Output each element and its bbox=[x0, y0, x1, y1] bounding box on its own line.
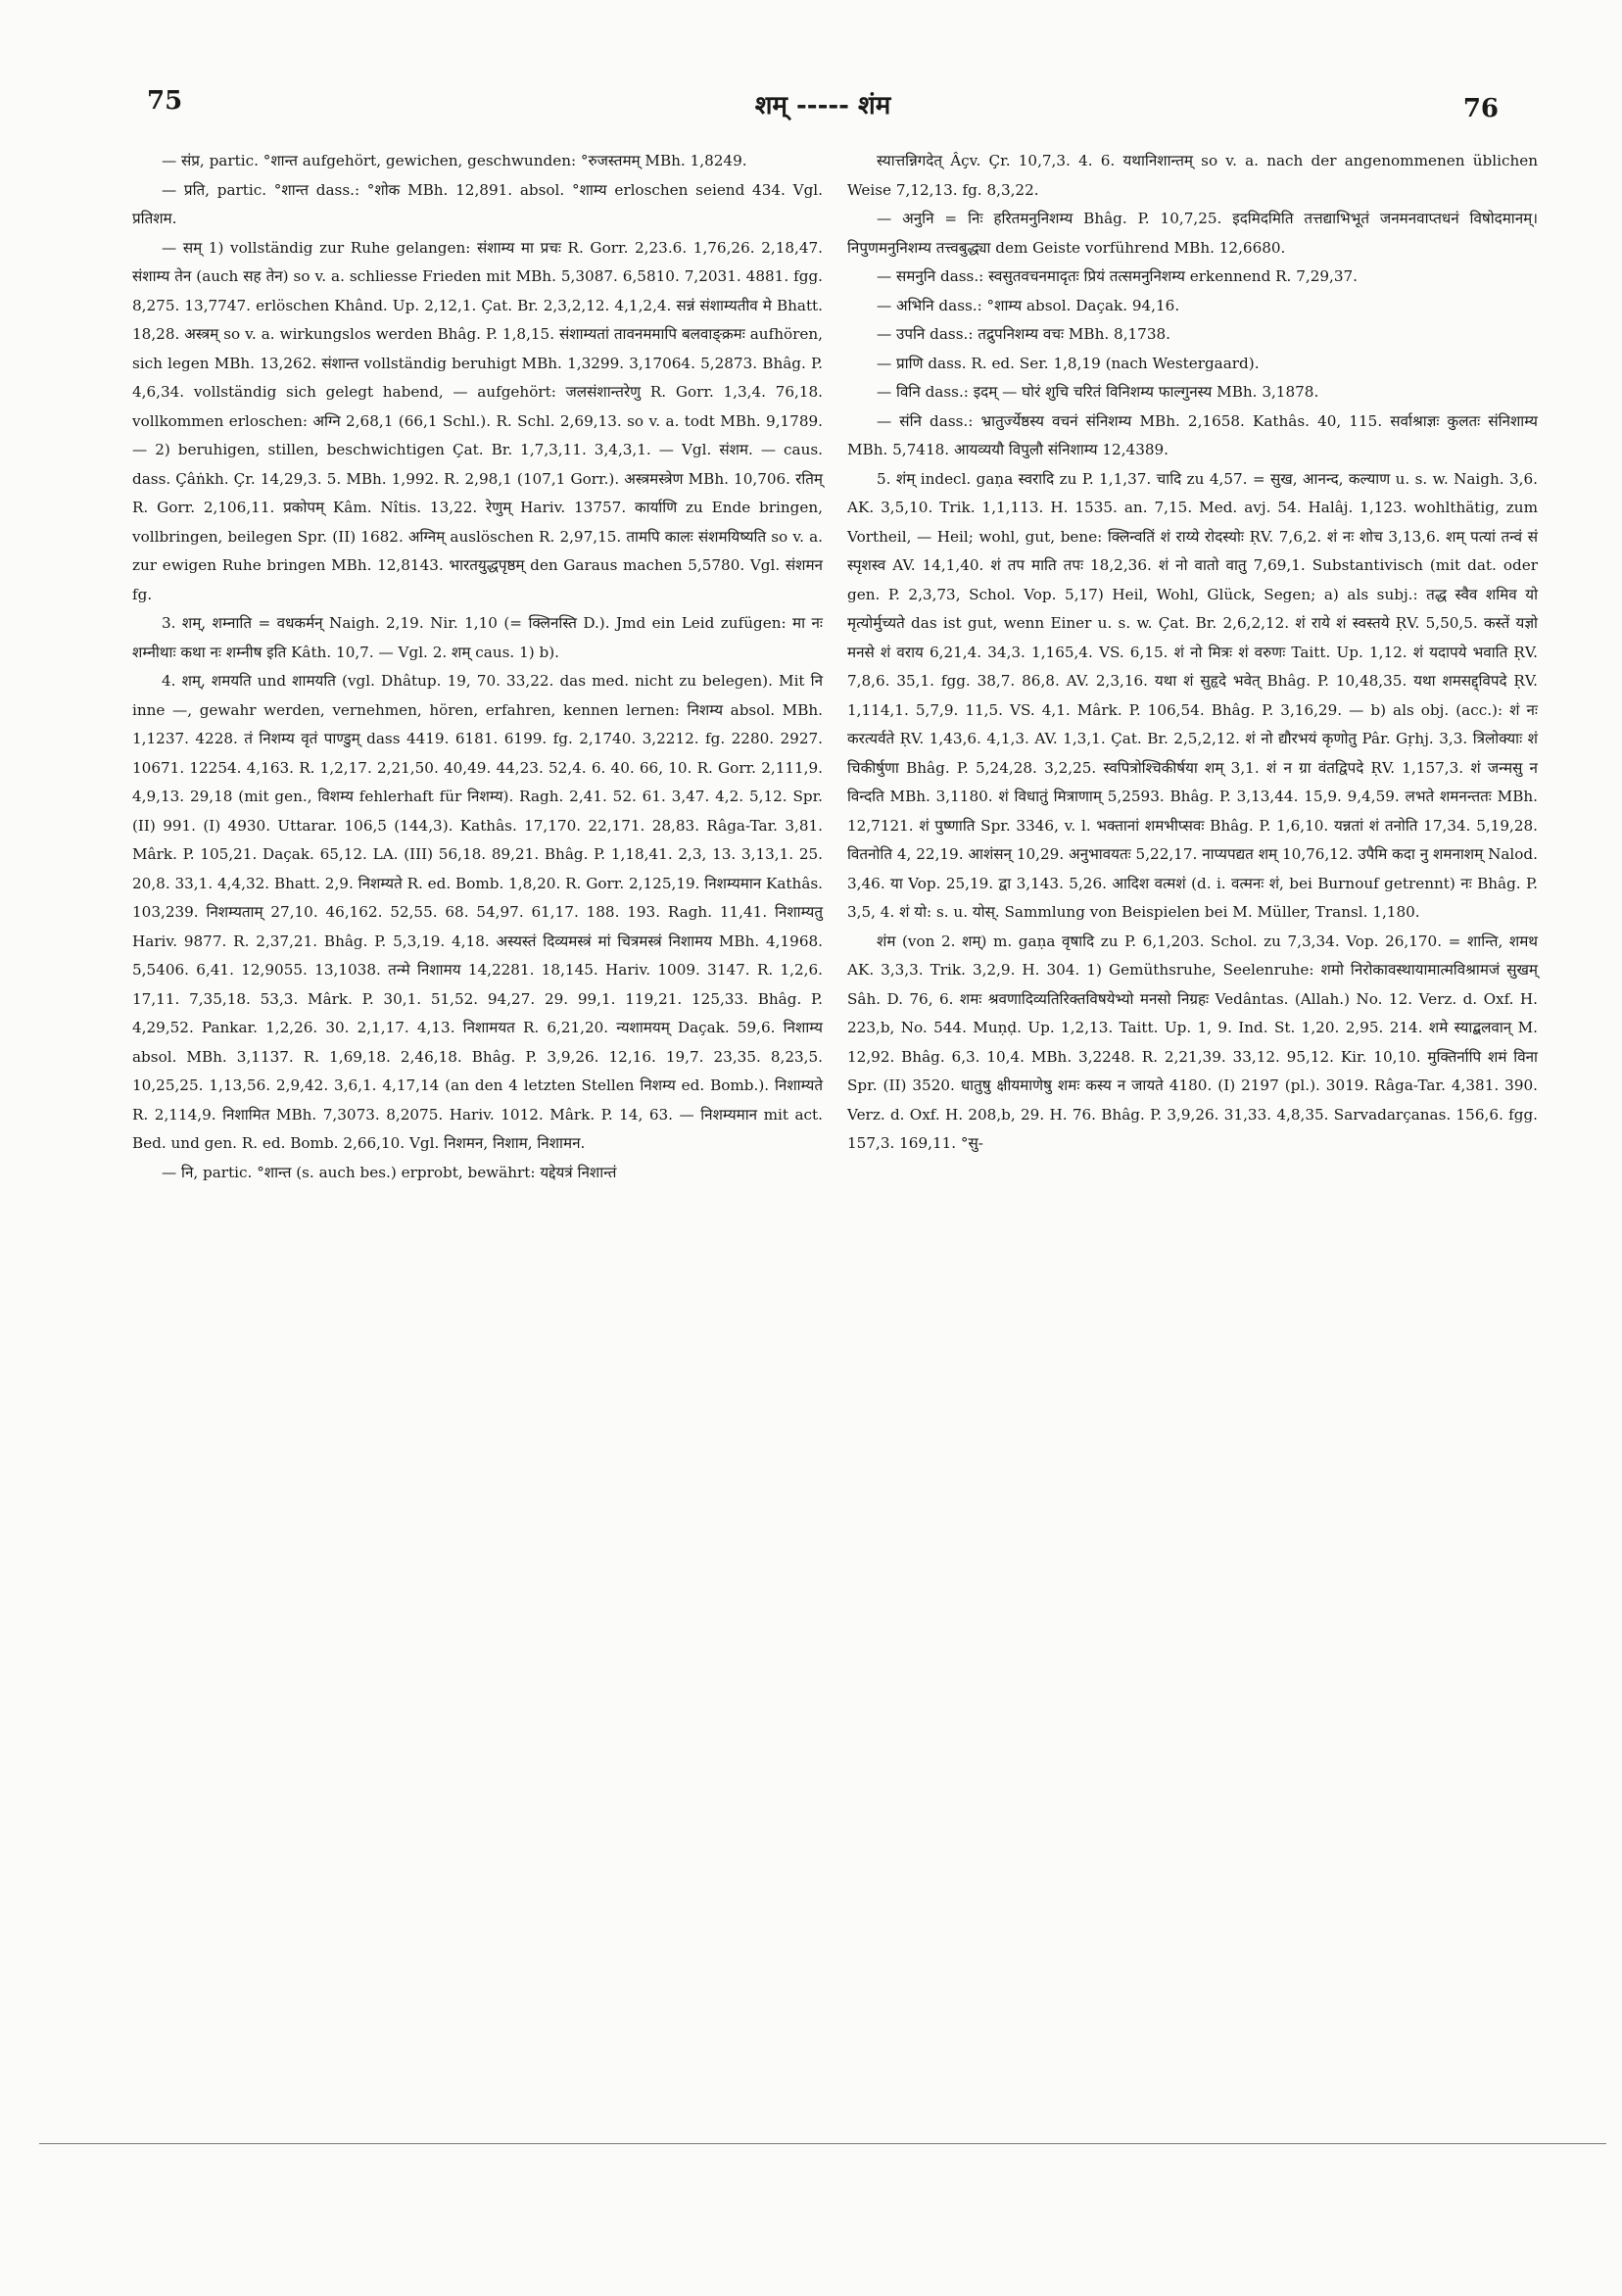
page-number-left: 75 bbox=[147, 86, 183, 116]
left-column bbox=[132, 147, 823, 1187]
entry-paragraph: शंम (von 2. शम्) m. gaṇa वृषादि zu P. 6,1,203. Schol. zu 7,3,34. Vop. 26,170. = शान्ति, शमथ AK. 3,3,3. Trik. 3,2,9. H. 304. 1) Gemüthsruhe, Seelenruhe: शमो निरोकावस्थायामात्मविश्रामजं सुखम् Sâh. D. 76, 6. शमः श्रवणादिव्यतिरिक्तविषयेभ्यो मनसो निग्रहः Vedântas. (Allah.) No. 12. Verz. d. Oxf. H. 223,b, No. 544. Muṇḍ. Up. 1,2,13. Taitt. Up. 1, 9. Ind. St. 1,20. 2,95. 214. शमे स्याद्बलवान् M. 12,92. Bhâg. 6,3. 10,4. MBh. 3,2248. R. 2,21,39. 33,12. 95,12. Kir. 10,10. मुक्तिर्नापि शमं विना Spr. (II) 3520. धातुषु क्षीयमाणेषु शमः कस्य न जायते 4180. (I) 2197 (pl.). 3019. Râga-Tar. 4,381. 390. Verz. d. Oxf. H. 208,b, 29. H. 76. Bhâg. P. 3,9,26. 31,33. 4,8,35. Sarvadarçanas. 156,6. fgg. 157,3. 169,11. °सु- bbox=[847, 932, 1538, 1152]
entry-paragraph: — नि, partic. °शान्त (s. auch bes.) erprobt, bewährt: यद्देयत्रं निशान्तं bbox=[162, 1163, 617, 1181]
right-column bbox=[847, 147, 1538, 1159]
entry-paragraph: 4. शम्, शमयति und शामयति (vgl. Dhâtup. 19, 70. 33,22. das med. nicht zu belegen). Mit नि inne —, gewahr werden, vernehmen, hören, erfahren, kennen lernen: निशम्य absol. MBh. 1,1237. 4228. तं निशम्य वृतं पाण्डुम् dass 4419. 6181. 6199. fg. 2,1740. 3,2212. fg. 2280. 2927. 10671. 12254. 4,163. R. 1,2,17. 2,21,50. 40,49. 44,23. 52,4. 6. 40. 66, 10. R. Gorr. 2,111,9. 4,9,13. 29,18 (mit gen., विशम्य fehlerhaft für निशम्य). Ragh. 2,41. 52. 61. 3,47. 4,2. 5,12. Spr. (II) 991. (I) 4930. Uttarar. 106,5 (144,3). Kathâs. 17,170. 22,171. 28,83. Râga-Tar. 3,81. Mârk. P. 105,21. Daçak. 65,12. LA. (III) 56,18. 89,21. Bhâg. P. 1,18,41. 2,3, 13. 3,13,1. 25. 20,8. 33,1. 4,4,32. Bhatt. 2,9. निशम्यते R. ed. Bomb. 1,8,20. R. Gorr. 2,125,19. निशम्यमान Kathâs. 103,239. निशम्यताम् 27,10. 46,162. 52,55. 68. 54,97. 61,17. 188. 193. Ragh. 11,41. निशाम्यतु Hariv. 9877. R. 2,37,21. Bhâg. P. 5,3,19. 4,18. अस्यस्तं दिव्यमस्त्रं मां चित्रमस्त्रं निशामय MBh. 4,1968. 5,5406. 6,41. 12,9055. 13,1038. तन्मे निशामय 14,2281. 18,145. Hariv. 1009. 3147. R. 1,2,6. 17,11. 7,35,18. 53,3. Mârk. P. 30,1. 51,52. 94,27. 29. 99,1. 119,21. 125,33. Bhâg. P. 4,29,52. Pankar. 1,2,26. 30. 2,1,17. 4,13. निशामयत R. 6,21,20. न्यशामयम् Daçak. 59,6. निशाम्य absol. MBh. 3,1137. R. 1,69,18. 2,46,18. Bhâg. P. 3,9,26. 12,16. 19,7. 23,35. 8,23,5. 10,25,25. 1,13,56. 2,9,42. 3,6,1. 4,17,14 (an den 4 letzten Stellen निशम्य ed. Bomb.). निशाम्यते R. 2,114,9. निशामित MBh. 7,3073. 8,2075. Hariv. 1012. Mârk. P. 14, 63. — निशम्यमान mit act. Bed. und gen. R. ed. Bomb. 2,66,10. Vgl. निशमन, निशाम, निशामन. bbox=[132, 672, 823, 1152]
page-header bbox=[147, 86, 1499, 125]
entry-paragraph: — अभिनि dass.: °शाम्य absol. Daçak. 94,16. bbox=[877, 296, 1180, 314]
footer-rule bbox=[39, 2143, 1606, 2144]
entry-paragraph: 3. शम्, शम्नाति = वधकर्मन् Naigh. 2,19. Nir. 1,10 (= क्लिनस्ति D.). Jmd ein Leid zufügen: मा नः शम्नीथाः कथा नः शम्नीष इति Kâth. 10,7. — Vgl. 2. शम् caus. 1) b). bbox=[132, 614, 823, 661]
entry-paragraph: — संनि dass.: भ्रातुर्ज्येष्ठस्य वचनं संनिशम्य MBh. 2,1658. Kathâs. 40, 115. सर्वाश्राज्ञः कुलतः संनिशाम्य MBh. 5,7418. आयव्ययौ विपुलौ संनिशाम्य 12,4389. bbox=[847, 411, 1538, 458]
entry-paragraph: — प्रति, partic. °शान्त dass.: °शोक MBh. 12,891. absol. °शाम्य erloschen seiend 434. Vgl. प्रतिशम. bbox=[132, 180, 823, 227]
entry-paragraph: स्यात्तन्निगदेत् Âçv. Çr. 10,7,3. 4. 6. यथानिशान्तम् so v. a. nach der angenommenen üblichen Weise 7,12,13. fg. 8,3,22. bbox=[847, 152, 1538, 199]
entry-paragraph: 5. शंम् indecl. gaṇa स्वरादि zu P. 1,1,37. चादि zu 4,57. = सुख, आनन्द, कल्याण u. s. w. Naigh. 3,6. AK. 3,5,10. Trik. 1,1,113. H. 1535. an. 7,15. Med. avj. 54. Halâj. 1,123. wohlthätig, zum Vortheil, — Heil; wohl, gut, bene: क्लिन्वतिं शं राय्ये रोदस्योः ṚV. 7,6,2. शं नः शोच 3,13,6. शम् पत्यां तन्वं सं स्पृशस्व AV. 14,1,40. शं तप माति तपः 18,2,36. शं नो वातो वातु 7,69,1. Substantivisch (mit dat. oder gen. P. 2,3,73, Schol. Vop. 5,17) Heil, Wohl, Glück, Segen; a) als subj.: तद्ध स्वैव शमिव यो मृत्योर्मुच्यते das ist gut, wenn Einer u. s. w. Çat. Br. 2,6,2,12. शं राये शं स्वस्तये ṚV. 5,50,5. कस्तें यज्ञो मनसे शं वराय 6,21,4. 34,3. 1,165,4. VS. 6,15. शं नो मित्रः शं वरुणः Taitt. Up. 1,12. शं यदापये भवाति ṚV. 7,8,6. 35,1. fgg. 38,7. 86,8. AV. 2,3,16. यथा शं सुहृदे भवेत् Bhâg. P. 10,48,35. यथा शमसद्द्विपदे ṚV. 1,114,1. 5,7,9. 11,5. VS. 4,1. Mârk. P. 106,54. Bhâg. P. 3,16,29. — b) als obj. (acc.): शं नः करत्यर्वते ṚV. 1,43,6. 4,1,3. AV. 1,3,1. Çat. Br. 2,5,2,12. शं नो द्यौरभयं कृणोतु Pâr. Gṛhj. 3,3. त्रिलोक्याः शं चिकीर्षुणा Bhâg. P. 5,24,28. 3,2,25. स्वपित्रोश्चिकीर्षया शम् 3,1. शं न ग्रा वंतद्विपदे ṚV. 1,157,3. शं जन्मसु न विन्दति MBh. 3,1180. शं विधातुं मित्राणाम् 5,2593. Bhâg. P. 3,13,44. 15,9. 9,4,59. लभते शमनन्ततः MBh. 12,7121. शं पुष्णाति Spr. 3346, v. l. भक्तानां शमभीप्सवः Bhâg. P. 1,6,10. यन्नतां शं तनोति 17,34. 5,19,28. वितनोति 4, 22,19. आशंसन् 10,29. अनुभावयतः 5,22,17. नाप्यपद्यत शम् 10,76,12. उपैमि कदा नु शमनाशम् Nalod. 3,46. या Vop. 25,19. द्वा 3,143. 5,26. आदिश वत्मशं (d. i. वत्मनः शं, bei Burnouf getrennt) नः Bhâg. P. 3,5, 4. शं यो: s. u. योस्. Sammlung von Beispielen bei M. Müller, Transl. 1,180. bbox=[847, 469, 1538, 921]
entry-paragraph: — अनुनि = निः हरितमनुनिशम्य Bhâg. P. 10,7,25. इदमिदमिति तत्तद्याभिभूतं जनमनवाप्तधनं विषोदमानम्। निपुणमनुनिशम्य तत्त्वबुद्ध्या dem Geiste vorführend MBh. 12,6680. bbox=[847, 210, 1538, 257]
entry-paragraph: — उपनि dass.: तद्रुपनिशम्य वचः MBh. 8,1738. bbox=[877, 325, 1171, 343]
entry-paragraph: — सम् 1) vollständig zur Ruhe gelangen: संशाम्य मा प्रचः R. Gorr. 2,23.6. 1,76,26. 2,18,47. संशाम्य तेन (auch सह तेन) so v. a. schliesse Frieden mit MBh. 5,3087. 6,5810. 7,2031. 4881. fgg. 8,275. 13,7747. erlöschen Khând. Up. 2,12,1. Çat. Br. 2,3,2,12. 4,1,2,4. सन्नं संशाम्यतीव मे Bhatt. 18,28. अस्त्रम् so v. a. wirkungslos werden Bhâg. P. 1,8,15. संशाम्यतां तावनममापि बलवाङ्क्रमः aufhören, sich legen MBh. 13,262. संशान्त vollständig beruhigt MBh. 1,3299. 3,17064. 5,2873. Bhâg. P. 4,6,34. vollständig sich gelegt habend, — aufgehört: जलसंशान्तरेणु R. Gorr. 1,3,4. 76,18. vollkommen erloschen: अग्नि 2,68,1 (66,1 Schl.). R. Schl. 2,69,13. so v. a. todt MBh. 9,1789. — 2) beruhigen, stillen, beschwichtigen Çat. Br. 1,7,3,11. 3,4,3,1. — Vgl. संशम. — caus. dass. Çâṅkh. Çr. 14,29,3. 5. MBh. 1,992. R. 2,98,1 (107,1 Gorr.). अस्त्रमस्त्रेण MBh. 10,706. रतिम् R. Gorr. 2,106,11. प्रकोपम् Kâm. Nîtis. 13,22. रेणुम् Hariv. 13757. कार्याणि zu Ende bringen, vollbringen, beilegen Spr. (II) 1682. अग्निम् auslöschen R. 2,97,15. तामपि कालः संशमयिष्यति so v. a. zur ewigen Ruhe bringen MBh. 12,8143. भारतयुद्धपृष्ठम् den Garaus machen 5,5780. Vgl. संशमन fg. bbox=[132, 238, 823, 603]
page-number-right: 76 bbox=[1462, 94, 1499, 123]
running-head: शम् ----- शंम bbox=[754, 91, 891, 120]
entry-paragraph: — विनि dass.: इदम् — घोरं शुचि चरितं विनिशम्य फाल्गुनस्य MBh. 3,1878. bbox=[877, 383, 1319, 401]
entry-paragraph: — प्राणि dass. R. ed. Ser. 1,8,19 (nach Westergaard). bbox=[877, 354, 1260, 372]
entry-paragraph: — समनुनि dass.: स्वसुतवचनमादृतः प्रियं तत्समनुनिशम्य erkennend R. 7,29,37. bbox=[877, 267, 1359, 285]
entry-paragraph: — संप्र, partic. °शान्त aufgehört, gewichen, geschwunden: °रुजस्तमम् MBh. 1,8249. bbox=[162, 152, 747, 169]
